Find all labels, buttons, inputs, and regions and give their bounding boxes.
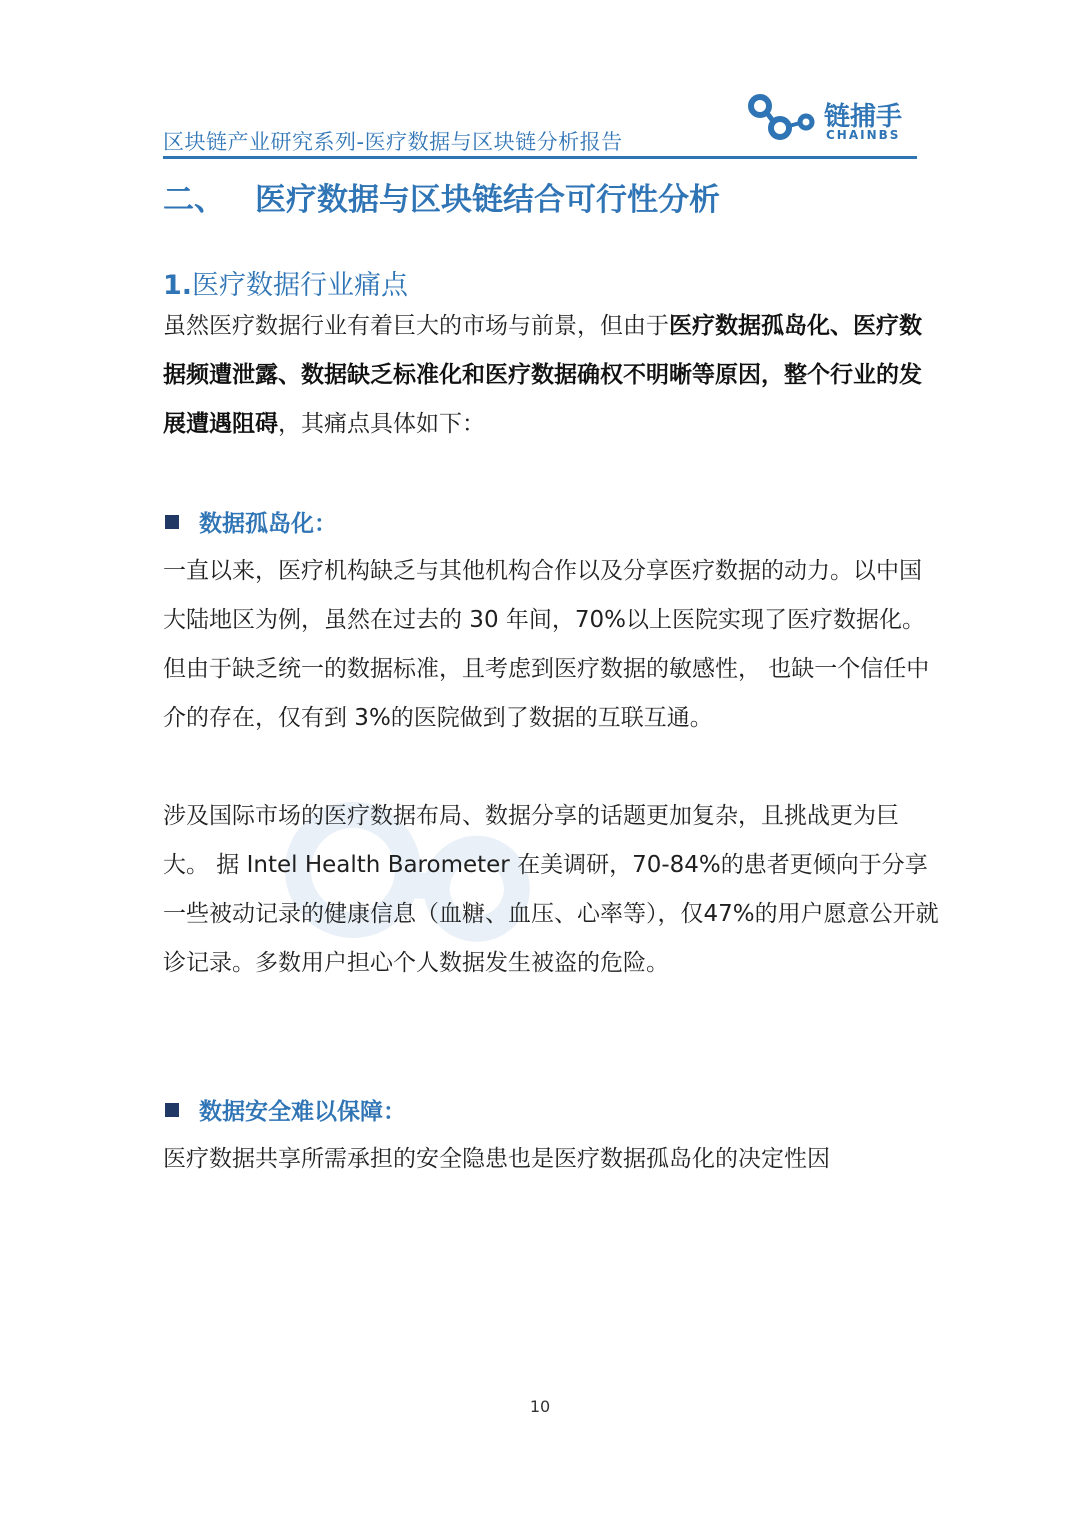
header-divider bbox=[163, 156, 917, 159]
square-bullet-icon bbox=[165, 515, 179, 529]
chain-link-icon bbox=[748, 92, 824, 144]
subsection-title-text: 医疗数据行业痛点 bbox=[192, 270, 409, 301]
data-silos-paragraph-2: 涉及国际市场的医疗数据布局、数据分享的话题更加复杂，且挑战更为巨大。 据 Intel Health Barometer 在美调研，70-84%的患者更倾向于分享一些被动记录的健康信息（血糖、血压、心率等），仅47%的用户愿意公开就诊记录。多数用户担心个人数据发生被盗的危险。 bbox=[163, 803, 939, 976]
intro-text-2: ，其痛点具体如下： bbox=[278, 411, 485, 437]
bullet-heading-text: 数据孤岛化： bbox=[199, 511, 337, 537]
chainbs-logo bbox=[748, 92, 918, 144]
intro-bold-text: 医疗数据孤岛化、医疗数据频遭泄露、数据缺乏标准化和医疗数据确权不明晰等原因，整个行业的发展遭遇阻碍 bbox=[163, 313, 922, 437]
bullet-heading-data-security bbox=[165, 1093, 406, 1126]
page-number: 10 bbox=[529, 1397, 551, 1416]
data-security-paragraph: 医疗数据共享所需承担的安全隐患也是医疗数据孤岛化的决定性因 bbox=[163, 1146, 830, 1172]
intro-text-1: 虽然医疗数据行业有着巨大的市场与前景，但由于 bbox=[163, 313, 669, 339]
square-bullet-icon bbox=[165, 1103, 179, 1117]
data-silos-paragraph-1: 一直以来，医疗机构缺乏与其他机构合作以及分享医疗数据的动力。以中国大陆地区为例，虽然在过去的 30 年间，70%以上医院实现了医疗数据化。但由于缺乏统一的数据标准，且考虑到医疗数据的敏感性， 也缺一个信任中介的存在，仅有到 3%的医院做到了数据的互联互通。 bbox=[163, 558, 930, 731]
bullet-heading-text: 数据安全难以保障： bbox=[199, 1099, 406, 1125]
logo-chinese-text: 链捕手 bbox=[824, 102, 903, 132]
section-title-text: 医疗数据与区块链结合可行性分析 bbox=[255, 182, 720, 218]
bullet-heading-data-silos bbox=[165, 505, 337, 538]
header-title: 区块链产业研究系列-医疗数据与区块链分析报告 bbox=[163, 130, 623, 154]
subsection-title bbox=[163, 263, 408, 302]
subsection-number: 1. bbox=[163, 270, 193, 301]
section-title bbox=[163, 174, 720, 219]
intro-paragraph bbox=[163, 302, 943, 449]
logo-english-text: CHAINBS bbox=[826, 128, 901, 142]
section-number: 二、 bbox=[163, 182, 225, 218]
